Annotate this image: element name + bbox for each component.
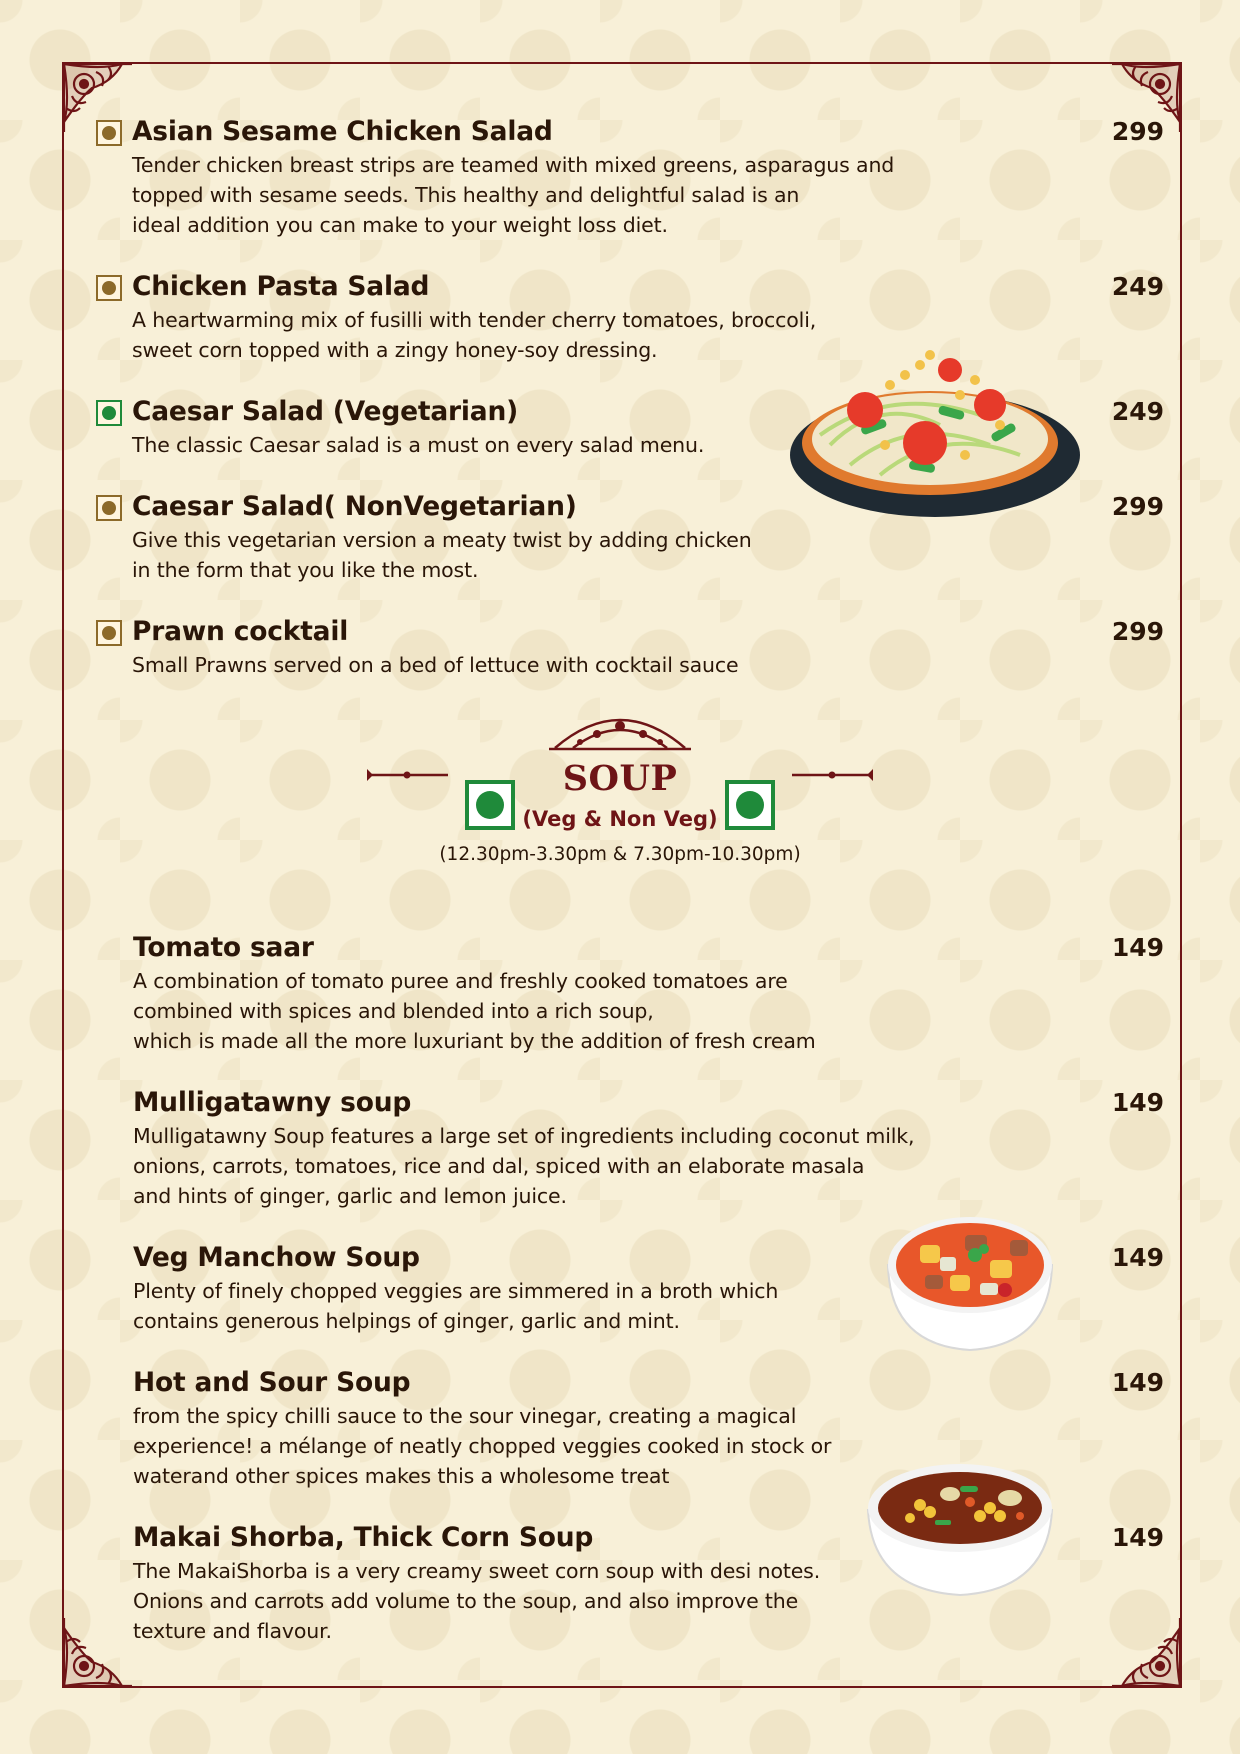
menu-item (94, 114, 1164, 240)
item-price: 149 (1111, 1088, 1164, 1117)
ornament-icon (545, 712, 695, 752)
item-price: 249 (1111, 272, 1164, 301)
menu-item (94, 1085, 1164, 1211)
item-price: 299 (1111, 617, 1164, 646)
nonveg-icon (96, 120, 122, 146)
item-price: 149 (1111, 1523, 1164, 1552)
nonveg-icon (96, 275, 122, 301)
item-name: Chicken Pasta Salad (132, 271, 430, 302)
item-description: Give this vegetarian version a meaty twist by adding chicken in the form that you like the most. (132, 528, 752, 582)
section-subtitle: (Veg & Non Veg) (522, 807, 718, 831)
nonveg-icon (96, 620, 122, 646)
item-description: Plenty of finely chopped veggies are simmered in a broth which contains generous helpings of ginger, garlic and mint. (133, 1279, 779, 1333)
item-name: Asian Sesame Chicken Salad (132, 116, 553, 147)
section-title: SOUP (562, 758, 678, 799)
menu-item (94, 614, 1164, 680)
item-price: 299 (1111, 117, 1164, 146)
item-name: Tomato saar (133, 932, 314, 963)
nonveg-icon (96, 495, 122, 521)
veg-soup-bowl-illustration (880, 1205, 1060, 1355)
item-price: 299 (1111, 492, 1164, 521)
item-name: Caesar Salad( NonVegetarian) (132, 491, 577, 522)
item-description: Tender chicken breast strips are teamed with mixed greens, asparagus and topped with sesame seeds. This healthy and delightful salad is an ideal addition you can make to your weight loss diet. (132, 153, 895, 237)
soup-section-header (360, 712, 880, 872)
section-timing: (12.30pm-3.30pm & 7.30pm-10.30pm) (439, 844, 801, 865)
item-name: Veg Manchow Soup (133, 1242, 420, 1273)
item-name: Mulligatawny soup (133, 1087, 412, 1118)
item-price: 149 (1111, 1368, 1164, 1397)
item-price: 149 (1111, 933, 1164, 962)
veg-icon (96, 400, 122, 426)
item-description: Small Prawns served on a bed of lettuce with cocktail sauce (132, 653, 739, 677)
item-description: The classic Caesar salad is a must on every salad menu. (132, 433, 705, 457)
menu-item (94, 930, 1164, 1056)
item-name: Hot and Sour Soup (133, 1367, 411, 1398)
corn-soup-bowl-illustration (860, 1450, 1060, 1600)
item-name: Prawn cocktail (132, 616, 349, 647)
item-description: The MakaiShorba is a very creamy sweet corn soup with desi notes. Onions and carrots add volume to the soup, and also improve the texture and flavour. (133, 1559, 821, 1643)
item-name: Caesar Salad (Vegetarian) (132, 396, 519, 427)
item-description: Mulligatawny Soup features a large set of ingredients including coconut milk, onions, carrots, tomatoes, rice and dal, spiced with an elaborate masala and hints of ginger, garlic and lemon juice. (133, 1124, 915, 1208)
item-price: 249 (1111, 397, 1164, 426)
item-price: 149 (1111, 1243, 1164, 1272)
item-name: Makai Shorba, Thick Corn Soup (133, 1522, 594, 1553)
item-description: from the spicy chilli sauce to the sour vinegar, creating a magical experience! a mélange of neatly chopped veggies cooked in stock or waterand other spices makes this a wholesome treat (133, 1404, 832, 1488)
item-description: A combination of tomato puree and freshly cooked tomatoes are combined with spices and blended into a rich soup, which is made all the more luxuriant by the addition of fresh cream (133, 969, 816, 1053)
item-description: A heartwarming mix of fusilli with tender cherry tomatoes, broccoli, sweet corn topped with a zingy honey-soy dressing. (132, 308, 817, 362)
salad-plate-illustration (790, 335, 1080, 535)
